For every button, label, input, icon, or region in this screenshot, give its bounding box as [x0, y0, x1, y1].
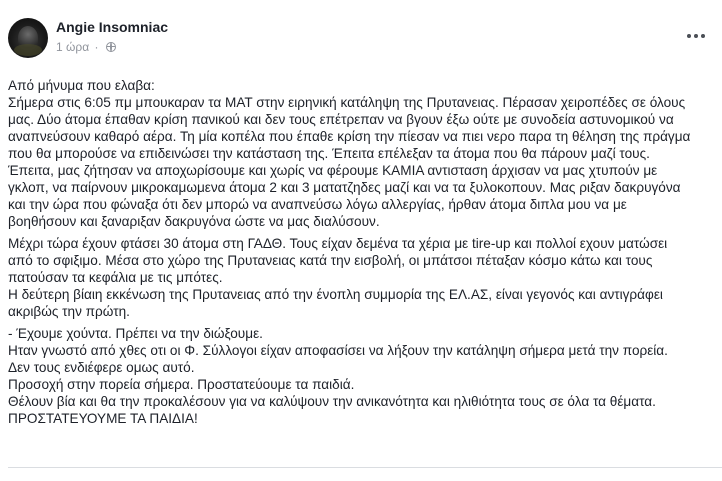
dot-3 [701, 34, 705, 38]
post-text-line: που θα μπορούσε να επιδεινώσει την κατάσταση της. Έπειτα επέλεξαν τα άτομα που θα πάρουν μαζί τους. [8, 146, 650, 161]
post-body [8, 77, 714, 432]
post-timestamp[interactable]: 1 ώρα [56, 40, 90, 54]
post-text-line: και την ώρα που φώναξα ότι δεν μπορώ να αναπνεύσω λόγω αλλεργίας, ήρθαν άτομα διπλα μου να με [8, 197, 627, 212]
post-divider [8, 467, 722, 468]
post-paragraph [8, 325, 714, 427]
post-paragraph [8, 77, 714, 230]
post-text-line: ΠΡΟΣΤΑΤΕΥΟΥΜΕ ΤΑ ΠΑΙΔΙΑ! [8, 411, 198, 426]
post-text-line: από το σφιξιμο. Μέσα στο χώρο της Πρυτανειας κατά την εισβολή, οι μπάτσοι πέταξαν κόσμο κάτω και τους [8, 253, 653, 268]
post-text-line: Από μήνυμα που ελαβα: [8, 78, 155, 93]
meta-separator: · [94, 40, 99, 54]
post-text-line: πατούσαν τα κεφάλια με τις μπότες. [8, 270, 223, 285]
post-text-line: Δεν τους ενδιέφερε ομως αυτό. [8, 360, 195, 375]
dot-2 [694, 34, 698, 38]
post-text-line: Η δεύτερη βίαιη εκκένωση της Πρυτανειας από την ένοπλη συμμορία της ΕΛ.ΑΣ, είναι γεγονός και αντιγράφει [8, 287, 663, 302]
post-text-line: μας. Δύο άτομα έπαθαν κρίση πανικού και δεν τους επέτρεπαν να βγουν έξω ούτε με συνοδεία αστυνομικού να [8, 112, 674, 127]
post-text-line: Ηταν γνωστό από χθες οτι οι Φ. Σύλλογοι είχαν αποφασίσει να λήξουν την κατάληψη σήμερα μετά την πορεία. [8, 343, 668, 358]
avatar-background [14, 44, 42, 56]
post-text-line: Έπειτα, μας ζήτησαν να αποχωρίσουμε και χωρίς να φέρουμε ΚΑΜΙΑ αντισταση άρχισαν να μας χτυπούν με [8, 163, 658, 178]
more-options-icon[interactable] [686, 30, 708, 42]
post-text-line: αναπνεύσουν καθαρό αέρα. Τη μία κοπέλα που έπαθε κρίση την πίεσαν να πιει νερο παρα τη θέληση της πράγμα [8, 129, 691, 144]
post-text-line: βοηθήσουν και ξαναριξαν δακρυγόνα ώστε να μας διαλύσουν. [8, 214, 380, 229]
dot-1 [687, 34, 691, 38]
post-text-line: Θέλουν βία και θα την προκαλέσουν για να καλύψουν την ανικανότητα και ηλιθιότητα τους σε όλα τα θέματα. [8, 394, 656, 409]
post-text-line: Προσοχή στην πορεία σήμερα. Προστατεύουμε τα παιδιά. [8, 377, 355, 392]
author-name[interactable]: Angie Insomniac [56, 19, 169, 35]
post-text-line: ακριβώς την πρώτη. [8, 304, 130, 319]
post-text-line: - Έχουμε χούντα. Πρέπει να την διώξουμε. [8, 326, 263, 341]
post-meta [56, 40, 116, 54]
post-paragraph [8, 235, 714, 320]
post-text-line: γκλοπ, να παίρνουν μικροκαμωμενα άτομα 2 και 3 ματατζηδες μαζί και να τα ξυλοκοπουν. Μας ριξαν δακρυγόνα [8, 180, 681, 195]
post-text-line: Σήμερα στις 6:05 πμ μπουκαραν τα ΜΑΤ στην ειρηνική κατάληψη της Πρυτανειας. Πέρασαν χειροπέδες σε όλους [8, 95, 686, 110]
post-text-line: Μέχρι τώρα έχουν φτάσει 30 άτομα στη ΓΑΔΘ. Τους είχαν δεμένα τα χέρια με tire-up και πολλοί εχουν ματώσει [8, 236, 668, 251]
avatar[interactable] [8, 18, 48, 58]
post-header [8, 18, 708, 66]
globe-icon[interactable] [106, 42, 116, 52]
